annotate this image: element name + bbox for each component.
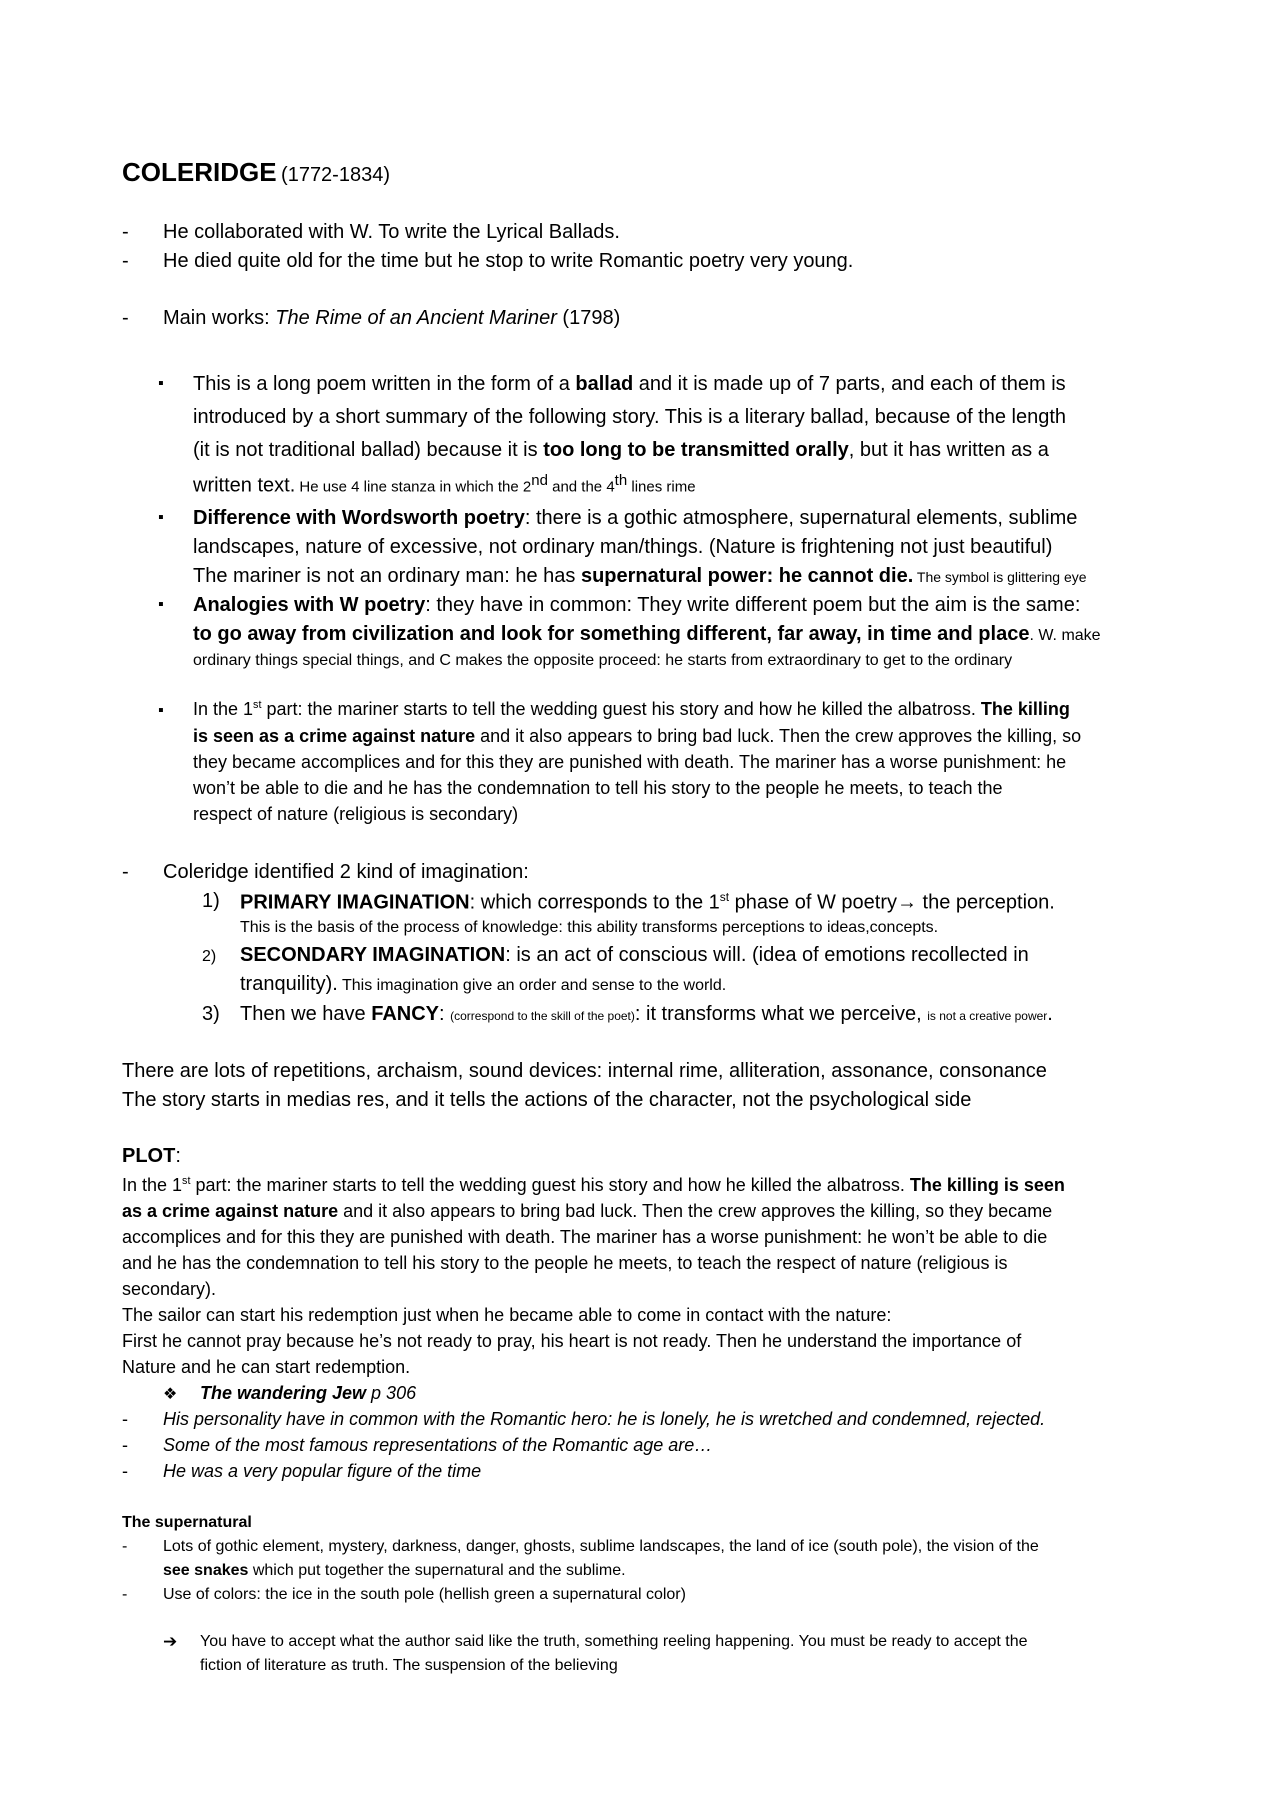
text: : it transforms what we perceive, bbox=[634, 1003, 928, 1025]
intro-line-1: He collaborated with W. To write the Lyrical Ballads. bbox=[163, 221, 620, 243]
fancy bbox=[240, 1003, 1053, 1026]
text-bold: The wandering Jew bbox=[200, 1383, 367, 1403]
p1-line-1 bbox=[193, 373, 1066, 396]
p1-line-4 bbox=[193, 472, 696, 497]
superscript: nd bbox=[531, 472, 548, 489]
diamond-bullet-icon: ❖ bbox=[163, 1386, 178, 1403]
square-bullet: ▪ bbox=[158, 375, 164, 392]
dash-bullet: - bbox=[122, 250, 129, 272]
text: : bbox=[439, 1003, 451, 1025]
text: which put together the supernatural and the sublime. bbox=[248, 1562, 626, 1579]
devices-line-2: The story starts in medias res, and it tells the actions of the character, not the psychological side bbox=[122, 1089, 972, 1111]
arrow-bullet-icon: ➔ bbox=[163, 1632, 178, 1651]
superscript: st bbox=[719, 890, 730, 904]
main-works-year: (1798) bbox=[556, 307, 621, 329]
text: part: the mariner starts to tell the wedding guest his story and how he killed the albatross. bbox=[190, 1175, 910, 1195]
text: In the 1 bbox=[193, 699, 254, 719]
text-bold: FANCY bbox=[371, 1003, 439, 1025]
text: and it also appears to bring bad luck. Then the crew approves the killing, so bbox=[475, 726, 1082, 746]
p2-line-3 bbox=[193, 565, 1087, 588]
text: written text. bbox=[193, 474, 296, 497]
jew-line-1: His personality have in common with the Romantic hero: he is lonely, he is wretched and condemned, rejected. bbox=[163, 1409, 1046, 1429]
text-bold: supernatural power: he cannot die. bbox=[580, 565, 914, 587]
text-bold: The killing bbox=[980, 699, 1070, 719]
text-bold: PRIMARY IMAGINATION bbox=[240, 891, 470, 914]
text: tranquility). bbox=[240, 973, 338, 995]
text-small: This imagination give an order and sense to the world. bbox=[337, 977, 727, 994]
dash-bullet: - bbox=[122, 1586, 128, 1603]
p3-line-3: ordinary things special things, and C makes the opposite proceed: he starts from extraordinary to get to the ordinary bbox=[193, 652, 1013, 669]
title-main: COLERIDGE bbox=[122, 157, 277, 187]
p3-line-2 bbox=[193, 623, 1101, 646]
main-works-label: Main works: bbox=[163, 307, 276, 329]
text: : there is a gothic atmosphere, supernatural elements, sublime bbox=[524, 507, 1078, 529]
p4-line-5: respect of nature (religious is secondary) bbox=[193, 804, 519, 824]
supernatural-line-3: Use of colors: the ice in the south pole (hellish green a supernatural color) bbox=[163, 1586, 686, 1603]
text: , but it has written as a bbox=[848, 439, 1049, 461]
text: The mariner is not an ordinary man: he has bbox=[193, 565, 581, 587]
text: : which corresponds to the 1 bbox=[469, 891, 720, 914]
p2-line-1 bbox=[193, 507, 1077, 530]
imagination-heading: Coleridge identified 2 kind of imagination: bbox=[163, 861, 529, 883]
jew-line-3: He was a very popular figure of the time bbox=[163, 1461, 482, 1481]
square-bullet: ▪ bbox=[158, 702, 164, 719]
text-small: The symbol is glittering eye bbox=[913, 569, 1087, 585]
plot-line-7: First he cannot pray because he’s not ready to pray, his heart is not ready. Then he understand the importance of bbox=[122, 1331, 1022, 1351]
dash-bullet: - bbox=[122, 221, 129, 243]
text-bold: PLOT bbox=[122, 1145, 176, 1167]
text: p 306 bbox=[366, 1383, 417, 1403]
text: : bbox=[175, 1145, 181, 1167]
intro-line-2: He died quite old for the time but he stop to write Romantic poetry very young. bbox=[163, 250, 854, 272]
text-bold: Difference with Wordsworth poetry bbox=[193, 507, 525, 529]
wandering-jew-heading bbox=[200, 1383, 416, 1404]
supernatural-line-2 bbox=[163, 1562, 626, 1580]
text: and it is made up of 7 parts, and each of them is bbox=[633, 373, 1066, 395]
text-bold: is seen as a crime against nature bbox=[193, 726, 476, 746]
plot-line-1 bbox=[122, 1175, 1065, 1196]
text: . bbox=[1047, 1003, 1053, 1025]
dash-bullet: - bbox=[122, 1409, 128, 1429]
dash-bullet: - bbox=[122, 1538, 128, 1555]
jew-line-2: Some of the most famous representations of the Romantic age are… bbox=[163, 1435, 713, 1455]
square-bullet: ▪ bbox=[158, 509, 164, 526]
text: : they have in common: They write different poem but the aim is the same: bbox=[425, 594, 1081, 616]
primary-imagination-note: This is the basis of the process of knowledge: this ability transforms perceptions to ideas,concepts. bbox=[240, 919, 939, 936]
text-small: is not a creative power bbox=[927, 1009, 1048, 1023]
page-title bbox=[122, 157, 390, 188]
suspension-line-2: fiction of literature as truth. The suspension of the believing bbox=[200, 1657, 618, 1674]
text: part: the mariner starts to tell the wedding guest his story and how he killed the albatross. bbox=[261, 699, 981, 719]
dash-bullet: - bbox=[122, 1435, 128, 1455]
p4-line-1 bbox=[193, 699, 1070, 720]
primary-imagination bbox=[240, 890, 1055, 915]
superscript: st bbox=[182, 1175, 191, 1187]
text-small: lines rime bbox=[627, 478, 696, 496]
plot-line-3: accomplices and for this they are punished with death. The mariner has a worse punishment: he won’t be able to die bbox=[122, 1227, 1048, 1247]
text: In the 1 bbox=[122, 1175, 183, 1195]
suspension-line-1: You have to accept what the author said like the truth, something reeling happening. You must be ready to accept the bbox=[200, 1633, 1028, 1650]
text-bold: ballad bbox=[575, 373, 634, 395]
text-bold: to go away from civilization and look for something different, far away, in time and place bbox=[193, 623, 1030, 645]
main-works bbox=[163, 307, 620, 330]
plot-line-5: secondary). bbox=[122, 1279, 217, 1299]
text-small: . W. make bbox=[1029, 627, 1101, 644]
plot-line-6: The sailor can start his redemption just when he became able to come in contact with the nature: bbox=[122, 1305, 892, 1325]
dash-bullet: - bbox=[122, 307, 129, 329]
list-number: 3) bbox=[202, 1003, 220, 1025]
text-small: (correspond to the skill of the poet) bbox=[450, 1009, 635, 1023]
plot-line-4: and he has the condemnation to tell his story to the people he meets, to teach the respect of nature (religious is bbox=[122, 1253, 1008, 1273]
text-bold: The killing is seen bbox=[909, 1175, 1065, 1195]
p3-line-1 bbox=[193, 594, 1080, 617]
p4-line-3: they became accomplices and for this they are punished with death. The mariner has a worse punishment: he bbox=[193, 752, 1067, 772]
text-bold: Analogies with W poetry bbox=[193, 594, 426, 616]
supernatural-line-1: Lots of gothic element, mystery, darkness, danger, ghosts, sublime landscapes, the land of ice (south pole), the vision of the bbox=[163, 1538, 1039, 1555]
text: : is an act of conscious will. (idea of emotions recollected in bbox=[505, 944, 1029, 966]
text-bold: see snakes bbox=[163, 1562, 249, 1579]
text: phase of W poetry→ the perception. bbox=[729, 891, 1055, 914]
text-bold: SECONDARY IMAGINATION bbox=[240, 944, 506, 966]
list-number: 1) bbox=[202, 890, 220, 912]
p1-line-2: introduced by a short summary of the following story. This is a literary ballad, because of the length bbox=[193, 406, 1067, 428]
devices-line-1: There are lots of repetitions, archaism, sound devices: internal rime, alliteration, assonance, consonance bbox=[122, 1060, 1047, 1082]
text: This is a long poem written in the form of a bbox=[193, 373, 576, 395]
text-small: He use 4 line stanza in which the 2 bbox=[295, 478, 532, 496]
main-works-title: The Rime of an Ancient Mariner bbox=[275, 307, 557, 329]
superscript: st bbox=[253, 699, 262, 711]
title-years: (1772-1834) bbox=[281, 164, 390, 186]
square-bullet: ▪ bbox=[158, 596, 164, 613]
text-small: and the 4 bbox=[547, 478, 615, 496]
p4-line-2 bbox=[193, 726, 1081, 747]
text: (it is not traditional ballad) because it is bbox=[193, 439, 544, 461]
text-bold: as a crime against nature bbox=[122, 1201, 339, 1221]
p4-line-4: won’t be able to die and he has the condemnation to tell his story to the people he meets, to teach the bbox=[193, 778, 1003, 798]
dash-bullet: - bbox=[122, 861, 129, 883]
superscript: th bbox=[614, 472, 628, 489]
supernatural-heading: The supernatural bbox=[122, 1514, 252, 1531]
text: and it also appears to bring bad luck. Then the crew approves the killing, so they became bbox=[338, 1201, 1053, 1221]
plot-line-2 bbox=[122, 1201, 1052, 1222]
secondary-imagination-cont bbox=[240, 973, 726, 996]
list-number: 2) bbox=[202, 948, 217, 965]
p1-line-3 bbox=[193, 439, 1049, 462]
text: Then we have bbox=[240, 1003, 372, 1025]
secondary-imagination bbox=[240, 944, 1029, 967]
dash-bullet: - bbox=[122, 1461, 128, 1481]
plot-line-8: Nature and he can start redemption. bbox=[122, 1357, 411, 1377]
text-bold: too long to be transmitted orally bbox=[543, 439, 849, 461]
p2-line-2: landscapes, nature of excessive, not ordinary man/things. (Nature is frightening not just beautiful) bbox=[193, 536, 1053, 558]
plot-heading bbox=[122, 1145, 181, 1168]
